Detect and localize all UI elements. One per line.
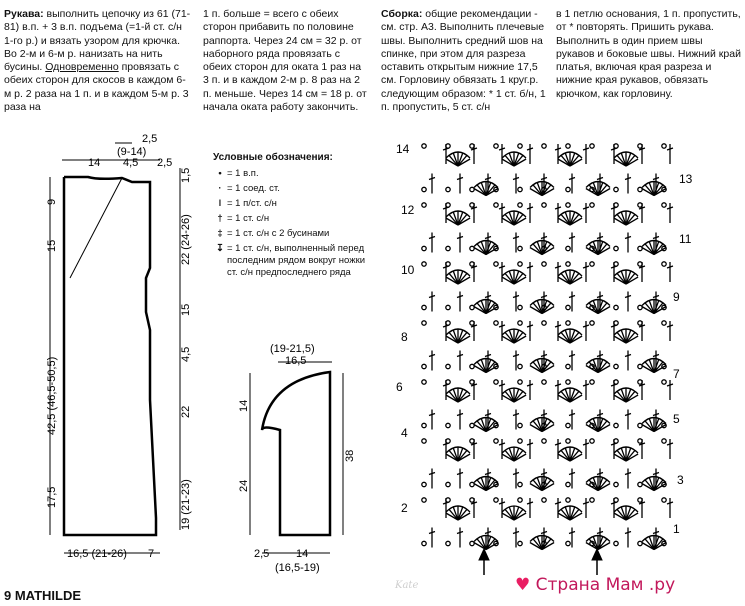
half-double-icon: ǀ: [218, 198, 222, 209]
chain-stitch-mark: [590, 321, 594, 325]
row-number: 5: [673, 412, 680, 426]
row-number: 2: [401, 501, 408, 515]
chain-stitch-mark: [422, 262, 426, 266]
chain-stitch-mark: [422, 305, 426, 309]
chain-stitch-mark: [566, 364, 570, 368]
chain-stitch-mark: [518, 423, 522, 427]
chain-stitch-mark: [662, 144, 666, 148]
sleeves-instructions-cont: 1 п. больше = всего с обеих сторон прибавить по половине раппорта. Через 24 см = 32 р. от наборного ряда провязать с обеих сторон для оката 1 раз на 3 п. и в каждом 2-м р. 8 раз на 2 п. меньше. Через 14 см = 18 р. от начала оката работу закончить.: [203, 8, 367, 114]
chain-stitch-mark: [422, 187, 426, 191]
dress-top-right: 2,5: [157, 157, 173, 169]
heart-icon: ♥: [515, 575, 531, 595]
chain-stitch-mark: [422, 498, 426, 502]
chain-stitch-mark: [446, 246, 450, 250]
chain-stitch-mark: [638, 364, 642, 368]
row-number: 8: [401, 330, 408, 344]
chain-stitch-mark: [614, 187, 618, 191]
chain-stitch-mark: [638, 246, 642, 250]
chain-stitch-mark: [422, 144, 426, 148]
chain-stitch-mark: [422, 203, 426, 207]
chain-stitch-mark: [446, 541, 450, 545]
chain-stitch-mark: [590, 262, 594, 266]
chain-stitch-mark: [566, 498, 570, 502]
chain-stitch-mark: [590, 144, 594, 148]
chain-stitch-mark: [470, 305, 474, 309]
chain-stitch-mark: [518, 321, 522, 325]
legend-item: ‡ = 1 ст. с/н с 2 бусинами: [213, 228, 373, 240]
chain-stitch-mark: [614, 482, 618, 486]
dress-top-left: 14: [88, 157, 101, 169]
sleeve-bottom-b: 14: [296, 548, 309, 560]
chain-stitch-mark: [566, 541, 570, 545]
chain-stitch-mark: [542, 144, 546, 148]
chain-stitch-mark: [518, 380, 522, 384]
chain-stitch-mark: [494, 439, 498, 443]
assembly-instructions-cont: в 1 петлю основания, 1 п. пропустить, от * повторять. Пришить рукава. Выполнить в один прием швы рукавов и боковые швы. Нижний край платья, включая края разреза и нижние края рукавов, обвязать крючком, как горловину.: [556, 8, 741, 100]
chain-stitch-mark: [518, 498, 522, 502]
chain-stitch-mark: [422, 246, 426, 250]
chain-stitch-mark: [470, 541, 474, 545]
sleeves-text-b: провязать с обеих сторон для скосов в каждом 6-м р. 2 раза на 1 п. и в каждом 5-м р. 3 раза на: [4, 61, 189, 114]
sleeve-left-b: 24: [238, 479, 250, 492]
chain-stitch-mark: [662, 262, 666, 266]
chart-symbols: [422, 144, 673, 550]
chain-stitch-mark: [566, 380, 570, 384]
chain-stitch-mark: [614, 246, 618, 250]
chain-stitch-mark: [446, 305, 450, 309]
assembly-title: Сборка:: [381, 8, 423, 20]
chain-stitch-mark: [614, 423, 618, 427]
row-number: 13: [679, 172, 693, 186]
chain-stitch-mark: [494, 380, 498, 384]
chain-stitch-mark: [518, 144, 522, 148]
dress-bottom-a: 16,5 (21-26): [67, 548, 127, 560]
row-number: 12: [401, 203, 415, 217]
sleeve-schematic: [250, 362, 343, 553]
arrow-up-icon: [592, 549, 602, 560]
chain-stitch-mark: [518, 246, 522, 250]
sleeve-bottom-a: 2,5: [254, 548, 270, 560]
chain-stitch-mark: [470, 187, 474, 191]
dress-right-4: 22: [180, 405, 192, 418]
legend-item: ǀ = 1 п/ст. с/н: [213, 198, 373, 210]
double-crochet-icon: †: [217, 213, 223, 224]
assembly-text: общие рекомендации - см. стр. А3. Выполнить плечевые швы. Выполнить средний шов на спинке, при этом для разреза оставить открытым нижние 17,5 см. Горловину обвязать 1 круг.р. следующим образом: * 1 ст. б/н, 1 п. пропустить, 5 ст. с/н: [381, 8, 546, 114]
sleeve-bottom-c: (16,5-19): [275, 562, 320, 574]
chain-stitch-mark: [566, 439, 570, 443]
dress-left-3: 17,5: [46, 486, 58, 508]
legend-item: † = 1 ст. с/н: [213, 213, 373, 225]
chain-stitch-mark: [614, 541, 618, 545]
sleeves-text-a: выполнить цепочку из 61 (71-81) в.п. + 3 в.п. подъема (=1-й ст. с/н 1-го р.) и вязать узором для крючка. Во 2-м и 6-м р. нанизать на нить бусины.: [4, 8, 191, 74]
chain-stitch-mark: [662, 498, 666, 502]
chain-stitch-mark: [422, 321, 426, 325]
row-number: 14: [396, 142, 410, 156]
chain-stitch-mark: [662, 321, 666, 325]
chain-stitch-mark: [638, 305, 642, 309]
chain-stitch-mark: [566, 203, 570, 207]
slip-stitch-icon: ·: [218, 183, 222, 194]
row-number: 10: [401, 263, 415, 277]
chain-stitch-mark: [590, 380, 594, 384]
sleeve-right: 38: [344, 449, 356, 462]
chain-stitch-mark: [518, 439, 522, 443]
row-number: 9: [673, 290, 680, 304]
chain-stitch-mark: [518, 541, 522, 545]
chain-stitch-mark: [614, 305, 618, 309]
dress-outline: [64, 177, 156, 535]
dress-right-2: 15: [180, 303, 192, 316]
chain-stitch-mark: [470, 423, 474, 427]
dress-left-2: 42,5 (46,5-50,5): [46, 356, 58, 435]
chain-stitch-mark: [566, 262, 570, 266]
chain-stitch-mark: [566, 144, 570, 148]
neckline-line: [70, 178, 122, 278]
chain-stitch-mark: [662, 380, 666, 384]
legend-item: · = 1 соед. ст.: [213, 183, 373, 195]
chain-stitch-mark: [542, 203, 546, 207]
chain-stitch-mark: [518, 482, 522, 486]
chain-stitch-mark: [614, 364, 618, 368]
row-number: 7: [673, 367, 680, 381]
watermark-kate: Kate: [395, 580, 419, 591]
sleeve-top-b: 16,5: [285, 355, 307, 367]
row-number: 4: [401, 426, 408, 440]
chain-stitch-mark: [638, 187, 642, 191]
chain-stitch-mark: [566, 423, 570, 427]
chain-stitch-mark: [494, 144, 498, 148]
chain-stitch-mark: [518, 203, 522, 207]
sleeve-dimensions: [238, 343, 356, 574]
chain-stitch-mark: [422, 423, 426, 427]
sleeve-outline: [262, 372, 330, 535]
chain-stitch-mark: [566, 246, 570, 250]
dress-schematic: [50, 143, 180, 553]
chain-stitch-mark: [494, 498, 498, 502]
legend-item: • = 1 в.п.: [213, 168, 373, 180]
dress-bottom-b: 7: [148, 548, 155, 560]
chain-stitch-mark: [638, 541, 642, 545]
row-number: 1: [673, 522, 680, 536]
chain-stitch-mark: [566, 305, 570, 309]
chain-stitch-mark: [566, 321, 570, 325]
dress-right-3: 4,5: [180, 346, 192, 362]
chain-stitch-mark: [638, 423, 642, 427]
chain-stitch-mark: [542, 321, 546, 325]
sleeves-title: Рукава:: [4, 8, 44, 20]
dress-right-0: 1,5: [180, 167, 192, 183]
chain-stitch-mark: [638, 482, 642, 486]
chain-stitch-mark: [470, 482, 474, 486]
chain-stitch-mark: [446, 482, 450, 486]
dress-right-1: 22 (24-26): [180, 214, 192, 265]
post-stitch-icon: ↧: [216, 243, 224, 254]
chain-stitch-mark: [494, 262, 498, 266]
chain-stitch-mark: [446, 187, 450, 191]
sleeve-left-a: 14: [238, 399, 250, 412]
chain-stitch-mark: [518, 187, 522, 191]
chain-stitch-mark: [590, 498, 594, 502]
dress-right-5: 19 (21-23): [180, 479, 192, 530]
sleeve-top-a: (19-21,5): [270, 343, 315, 355]
chain-stitch-mark: [470, 246, 474, 250]
crochet-chart: [422, 144, 673, 550]
row-number: 11: [679, 232, 692, 246]
chain-stitch-mark: [566, 187, 570, 191]
legend-item: ↧ = 1 ст. с/н, выполненный перед последним рядом вокруг ножки ст. с/н предпоследнего ряда: [213, 243, 373, 279]
dress-top-a: 2,5: [142, 133, 158, 145]
chain-stitch-mark: [494, 203, 498, 207]
legend-title: Условные обозначения:: [213, 152, 333, 163]
chain-stitch-mark: [518, 262, 522, 266]
chain-stitch-mark: [590, 203, 594, 207]
repeat-arrows: [479, 549, 602, 575]
beaded-double-icon: ‡: [217, 228, 223, 239]
chain-stitch-mark: [446, 364, 450, 368]
sleeves-text-underlined: Одновременно: [45, 61, 119, 74]
chain-stitch-mark: [566, 482, 570, 486]
dress-dimensions: [46, 133, 192, 560]
chain-stitch-mark: [470, 364, 474, 368]
arrow-up-icon: [479, 549, 489, 560]
dress-top-mid: 4,5: [123, 157, 139, 169]
row-number: 3: [677, 473, 684, 487]
chain-stitch-mark: [542, 498, 546, 502]
chain-stitch-mark: [422, 364, 426, 368]
dress-left-1: 15: [46, 239, 58, 252]
chain-stitch-mark: [662, 439, 666, 443]
chain-stitch-mark: [422, 541, 426, 545]
dress-left-0: 9: [46, 198, 58, 205]
chain-stitch-mark: [542, 439, 546, 443]
chain-stitch-icon: •: [218, 168, 222, 179]
chain-stitch-mark: [422, 482, 426, 486]
chain-stitch-mark: [494, 321, 498, 325]
chain-stitch-mark: [662, 203, 666, 207]
chain-stitch-mark: [590, 439, 594, 443]
chain-stitch-mark: [518, 364, 522, 368]
row-number: 6: [396, 380, 403, 394]
chain-stitch-mark: [422, 380, 426, 384]
page-footer-title: 9 MATHILDE: [4, 588, 82, 603]
dress-top-b: (9-14): [117, 146, 147, 158]
chain-stitch-mark: [518, 305, 522, 309]
site-watermark: ♥ Страна Мам .ру: [515, 575, 676, 595]
chain-stitch-mark: [422, 439, 426, 443]
chain-stitch-mark: [542, 380, 546, 384]
chain-stitch-mark: [542, 262, 546, 266]
chain-stitch-mark: [446, 423, 450, 427]
